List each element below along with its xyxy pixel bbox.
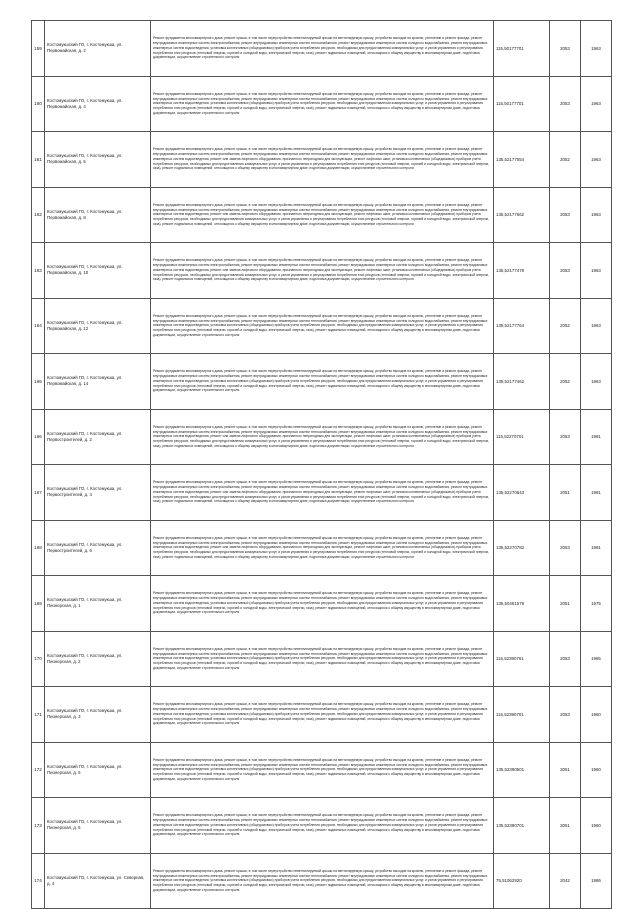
row-number: 168: [32, 520, 45, 576]
works-cell: Ремонт фундамента многоквартирного дома, ремонт крыши, в том числе переустройство невентилируемой крыши на вентилируемую крышу, устройство выходов на кровлю, утепление и ремонт фасада, ремонт внутридомовых инженерных систем электроснабжения, ремонт внутридомовых инженерных систем теплоснабжения, ремонт внутридомовых инженерных систем холодного водоснабжения, ремонт внутридомовых инженерных систем водоотведения, установка коллективных (общедомовых) приборов учета потребления ресурсов, необходимых для предоставления коммунальных услуг, и узлов управления и регулирования потребления этих ресурсов (тепловой энергии, горячей и холодной воды, электрической энергии, газа), ремонт подвальных помещений, относящихся к общему имуществу в многоквартирном доме, подготовка документации, осуществление строительного контроля: [151, 742, 494, 798]
repair-year-cell: 2051: [550, 465, 581, 521]
repair-year-cell: 2051: [550, 576, 581, 632]
address-cell: Костомукшский ГО, г. Костомукша, ул. Первостроителей, д. 2: [45, 409, 151, 465]
row-number: 165: [32, 354, 45, 410]
table-body: [32, 21, 612, 909]
address-cell: Костомукшский ГО, г. Костомукша, ул. Первомайская, д. 12: [45, 298, 151, 354]
cost-cell: 135,52390701: [494, 798, 550, 854]
works-cell: Ремонт фундамента многоквартирного дома, ремонт крыши, в том числе переустройство невентилируемой крыши на вентилируемую крышу, устройство выходов на кровлю, утепление и ремонт фасада, ремонт внутридомовых инженерных систем электроснабжения, ремонт внутридомовых инженерных систем теплоснабжения, ремонт внутридомовых инженерных систем холодного водоснабжения, ремонт внутридомовых инженерных систем водоотведения, установка коллективных (общедомовых) приборов учета потребления ресурсов, необходимых для предоставления коммунальных услуг, и узлов управления и регулирования потребления этих ресурсов (тепловой энергии, горячей и холодной воды, электрической энергии, газа), ремонт подвальных помещений, относящихся к общему имуществу в многоквартирном доме, подготовка документации, осуществление строительного контроля: [151, 853, 494, 909]
table-row: [32, 576, 612, 632]
row-number: 163: [32, 243, 45, 299]
repair-year-cell: 2053: [550, 687, 581, 743]
address-cell: Костомукшский ГО, г. Костомукша, ул. Первомайская, д. 4: [45, 76, 151, 132]
address-cell: Костомукшский ГО, г. Костомукша, ул. Первостроителей, д. 4: [45, 465, 151, 521]
table-row: [32, 520, 612, 576]
address-cell: Костомукшский ГО, г. Костомукша, ул. Пионерская, д. 5: [45, 742, 151, 798]
cost-cell: 135,52177462: [494, 354, 550, 410]
row-number: 173: [32, 798, 45, 854]
build-year-cell: 1965: [581, 631, 612, 687]
address-cell: Костомукшский ГО, г. Костомукша, ул. Пионерская, д. 6: [45, 798, 151, 854]
cost-cell: 115,50177701: [494, 76, 550, 132]
build-year-cell: 1986: [581, 853, 612, 909]
row-number: 166: [32, 409, 45, 465]
table-row: [32, 187, 612, 243]
build-year-cell: 1981: [581, 465, 612, 521]
repair-year-cell: 2053: [550, 187, 581, 243]
build-year-cell: 1963: [581, 243, 612, 299]
works-cell: Ремонт фундамента многоквартирного дома, ремонт крыши, в том числе переустройство невентилируемой крыши на вентилируемую крышу, устройство выходов на кровлю, утепление и ремонт фасада, ремонт внутридомовых инженерных систем электроснабжения, ремонт внутридомовых инженерных систем теплоснабжения, ремонт внутридомовых инженерных систем холодного водоснабжения, ремонт внутридомовых инженерных систем водоотведения, установка коллективных (общедомовых) приборов учета потребления ресурсов, необходимых для предоставления коммунальных услуг, и узлов управления и регулирования потребления этих ресурсов (тепловой энергии, горячей и холодной воды, электрической энергии, газа), ремонт подвальных помещений, относящихся к общему имуществу в многоквартирном доме, подготовка документации, осуществление строительного контроля: [151, 21, 494, 77]
cost-cell: 115,50177701: [494, 21, 550, 77]
build-year-cell: 1963: [581, 187, 612, 243]
row-number: 160: [32, 76, 45, 132]
works-cell: Ремонт фундамента многоквартирного дома, ремонт крыши, в том числе переустройство невентилируемой крыши на вентилируемую крышу, устройство выходов на кровлю, утепление и ремонт фасада, ремонт внутридомовых инженерных систем электроснабжения, ремонт внутридомовых инженерных систем теплоснабжения, ремонт внутридомовых инженерных систем холодного водоснабжения, ремонт внутридомовых инженерных систем водоотведения, ремонт или замена лифтового оборудования, признанного непригодным для эксплуатации, ремонт лифтовых шахт, установка коллективных (общедомовых) приборов учета потребления ресурсов, необходимых для предоставления коммунальных услуг, и узлов управления и регулирования потребления этих ресурсов (тепловой энергии, горячей и холодной воды, электрической энергии, газа), ремонт подвальных помещений, относящихся к общему имуществу в многоквартирном доме, подготовка документации, осуществление строительного контроля: [151, 465, 494, 521]
cost-cell: 135,52270782: [494, 520, 550, 576]
row-number: 162: [32, 187, 45, 243]
cost-cell: 115,52390701: [494, 687, 550, 743]
address-cell: Костомукшский ГО, г. Костомукша, ул. Первомайская, д. 5: [45, 132, 151, 188]
build-year-cell: 1981: [581, 409, 612, 465]
works-cell: Ремонт фундамента многоквартирного дома, ремонт крыши, в том числе переустройство невентилируемой крыши на вентилируемую крышу, устройство выходов на кровлю, утепление и ремонт фасада, ремонт внутридомовых инженерных систем электроснабжения, ремонт внутридомовых инженерных систем теплоснабжения, ремонт внутридомовых инженерных систем холодного водоснабжения, ремонт внутридомовых инженерных систем водоотведения, установка коллективных (общедомовых) приборов учета потребления ресурсов, необходимых для предоставления коммунальных услуг, и узлов управления и регулирования потребления этих ресурсов (тепловой энергии, горячей и холодной воды, электрической энергии, газа), ремонт подвальных помещений, относящихся к общему имуществу в многоквартирном доме, подготовка документации, осуществление строительного контроля: [151, 798, 494, 854]
cost-cell: 115,52390761: [494, 631, 550, 687]
repair-year-cell: 2053: [550, 409, 581, 465]
works-cell: Ремонт фундамента многоквартирного дома, ремонт крыши, в том числе переустройство невентилируемой крыши на вентилируемую крышу, устройство выходов на кровлю, утепление и ремонт фасада, ремонт внутридомовых инженерных систем электроснабжения, ремонт внутридомовых инженерных систем теплоснабжения, ремонт внутридомовых инженерных систем холодного водоснабжения, ремонт внутридомовых инженерных систем водоотведения, установка коллективных (общедомовых) приборов учета потребления ресурсов, необходимых для предоставления коммунальных услуг, и узлов управления и регулирования потребления этих ресурсов (тепловой энергии, горячей и холодной воды, электрической энергии, газа), ремонт подвальных помещений, относящихся к общему имуществу в многоквартирном доме, подготовка документации, осуществление строительного контроля: [151, 76, 494, 132]
table-row: [32, 76, 612, 132]
works-cell: Ремонт фундамента многоквартирного дома, ремонт крыши, в том числе переустройство невентилируемой крыши на вентилируемую крышу, устройство выходов на кровлю, утепление и ремонт фасада, ремонт внутридомовых инженерных систем электроснабжения, ремонт внутридомовых инженерных систем теплоснабжения, ремонт внутридомовых инженерных систем холодного водоснабжения, ремонт внутридомовых инженерных систем водоотведения, установка коллективных (общедомовых) приборов учета потребления ресурсов, необходимых для предоставления коммунальных услуг, и узлов управления и регулирования потребления этих ресурсов (тепловой энергии, горячей и холодной воды, электрической энергии, газа), ремонт подвальных помещений, относящихся к общему имуществу в многоквартирном доме, подготовка документации, осуществление строительного контроля: [151, 631, 494, 687]
works-cell: Ремонт фундамента многоквартирного дома, ремонт крыши, в том числе переустройство невентилируемой крыши на вентилируемую крышу, устройство выходов на кровлю, утепление и ремонт фасада, ремонт внутридомовых инженерных систем электроснабжения, ремонт внутридомовых инженерных систем теплоснабжения, ремонт внутридомовых инженерных систем холодного водоснабжения, ремонт внутридомовых инженерных систем водоотведения, установка коллективных (общедомовых) приборов учета потребления ресурсов, необходимых для предоставления коммунальных услуг, и узлов управления и регулирования потребления этих ресурсов (тепловой энергии, горячей и холодной воды, электрической энергии, газа), ремонт подвальных помещений, относящихся к общему имуществу в многоквартирном доме, подготовка документации, осуществление строительного контроля: [151, 354, 494, 410]
build-year-cell: 1960: [581, 742, 612, 798]
address-cell: Костомукшский ГО, г. Костомукша, ул. Первомайская, д. 8: [45, 187, 151, 243]
cost-cell: 135,52177662: [494, 187, 550, 243]
build-year-cell: 1960: [581, 687, 612, 743]
repair-year-cell: 2052: [550, 298, 581, 354]
table-row: [32, 132, 612, 188]
table-row: [32, 409, 612, 465]
cost-cell: 135,52270643: [494, 465, 550, 521]
cost-cell: 135,52177478: [494, 243, 550, 299]
address-cell: Костомукшский ГО, г. Костомукша, ул. Первостроителей, д. 6: [45, 520, 151, 576]
build-year-cell: 1975: [581, 576, 612, 632]
table-row: [32, 742, 612, 798]
row-number: 164: [32, 298, 45, 354]
build-year-cell: 1963: [581, 21, 612, 77]
build-year-cell: 1963: [581, 298, 612, 354]
repair-year-cell: 2053: [550, 21, 581, 77]
address-cell: Костомукшский ГО, г. Костомукша, ул. Пионерская, д. 3: [45, 687, 151, 743]
build-year-cell: 1960: [581, 798, 612, 854]
address-cell: Костомукшский ГО, г. Костомукша, ул. Пионерская, д. 2: [45, 631, 151, 687]
address-cell: Костомукшский ГО, г. Костомукша, ул. Северная, д. 4: [45, 853, 151, 909]
row-number: 174: [32, 853, 45, 909]
cost-cell: 115,52270701: [494, 409, 550, 465]
works-cell: Ремонт фундамента многоквартирного дома, ремонт крыши, в том числе переустройство невентилируемой крыши на вентилируемую крышу, устройство выходов на кровлю, утепление и ремонт фасада, ремонт внутридомовых инженерных систем электроснабжения, ремонт внутридомовых инженерных систем теплоснабжения, ремонт внутридомовых инженерных систем холодного водоснабжения, ремонт внутридомовых инженерных систем водоотведения, ремонт или замена лифтового оборудования, признанного непригодным для эксплуатации, ремонт лифтовых шахт, установка коллективных (общедомовых) приборов учета потребления ресурсов, необходимых для предоставления коммунальных услуг, и узлов управления и регулирования потребления этих ресурсов (тепловой энергии, горячей и холодной воды, электрической энергии, газа), ремонт подвальных помещений, относящихся к общему имуществу в многоквартирном доме, подготовка документации, осуществление строительного контроля: [151, 187, 494, 243]
build-year-cell: 1963: [581, 76, 612, 132]
build-year-cell: 1963: [581, 354, 612, 410]
build-year-cell: 1963: [581, 132, 612, 188]
repair-year-cell: 2042: [550, 853, 581, 909]
table-row: [32, 687, 612, 743]
table-row: [32, 853, 612, 909]
works-cell: Ремонт фундамента многоквартирного дома, ремонт крыши, в том числе переустройство невентилируемой крыши на вентилируемую крышу, устройство выходов на кровлю, утепление и ремонт фасада, ремонт внутридомовых инженерных систем электроснабжения, ремонт внутридомовых инженерных систем теплоснабжения, ремонт внутридомовых инженерных систем холодного водоснабжения, ремонт внутридомовых инженерных систем водоотведения, ремонт или замена лифтового оборудования, признанного непригодным для эксплуатации, ремонт лифтовых шахт, установка коллективных (общедомовых) приборов учета потребления ресурсов, необходимых для предоставления коммунальных услуг, и узлов управления и регулирования потребления этих ресурсов (тепловой энергии, горячей и холодной воды, электрической энергии, газа), ремонт подвальных помещений, относящихся к общему имуществу в многоквартирном доме, подготовка документации, осуществление строительного контроля: [151, 520, 494, 576]
table-row: [32, 21, 612, 77]
works-cell: Ремонт фундамента многоквартирного дома, ремонт крыши, в том числе переустройство невентилируемой крыши на вентилируемую крышу, устройство выходов на кровлю, утепление и ремонт фасада, ремонт внутридомовых инженерных систем электроснабжения, ремонт внутридомовых инженерных систем теплоснабжения, ремонт внутридомовых инженерных систем холодного водоснабжения, ремонт внутридомовых инженерных систем водоотведения, ремонт или замена лифтового оборудования, признанного непригодным для эксплуатации, ремонт лифтовых шахт, установка коллективных (общедомовых) приборов учета потребления ресурсов, необходимых для предоставления коммунальных услуг, и узлов управления и регулирования потребления этих ресурсов (тепловой энергии, горячей и холодной воды, электрической энергии, газа), ремонт подвальных помещений, относящихся к общему имуществу в многоквартирном доме, подготовка документации, осуществление строительного контроля: [151, 132, 494, 188]
repair-year-cell: 2051: [550, 798, 581, 854]
row-number: 159: [32, 21, 45, 77]
repair-program-table: [31, 20, 612, 909]
row-number: 161: [32, 132, 45, 188]
build-year-cell: 1981: [581, 520, 612, 576]
works-cell: Ремонт фундамента многоквартирного дома, ремонт крыши, в том числе переустройство невентилируемой крыши на вентилируемую крышу, устройство выходов на кровлю, утепление и ремонт фасада, ремонт внутридомовых инженерных систем электроснабжения, ремонт внутридомовых инженерных систем теплоснабжения, ремонт внутридомовых инженерных систем холодного водоснабжения, ремонт внутридомовых инженерных систем водоотведения, ремонт или замена лифтового оборудования, признанного непригодным для эксплуатации, ремонт лифтовых шахт, установка коллективных (общедомовых) приборов учета потребления ресурсов, необходимых для предоставления коммунальных услуг, и узлов управления и регулирования потребления этих ресурсов (тепловой энергии, горячей и холодной воды, электрической энергии, газа), ремонт подвальных помещений, относящихся к общему имуществу в многоквартирном доме, подготовка документации, осуществление строительного контроля: [151, 243, 494, 299]
table-row: [32, 798, 612, 854]
cost-cell: 135,52177764: [494, 298, 550, 354]
table-row: [32, 354, 612, 410]
cost-cell: 135,52177554: [494, 132, 550, 188]
works-cell: Ремонт фундамента многоквартирного дома, ремонт крыши, в том числе переустройство невентилируемой крыши на вентилируемую крышу, устройство выходов на кровлю, утепление и ремонт фасада, ремонт внутридомовых инженерных систем электроснабжения, ремонт внутридомовых инженерных систем теплоснабжения, ремонт внутридомовых инженерных систем холодного водоснабжения, ремонт внутридомовых инженерных систем водоотведения, установка коллективных (общедомовых) приборов учета потребления ресурсов, необходимых для предоставления коммунальных услуг, и узлов управления и регулирования потребления этих ресурсов (тепловой энергии, горячей и холодной воды, электрической энергии, газа), ремонт подвальных помещений, относящихся к общему имуществу в многоквартирном доме, подготовка документации, осуществление строительного контроля: [151, 687, 494, 743]
row-number: 172: [32, 742, 45, 798]
repair-year-cell: 2053: [550, 76, 581, 132]
repair-year-cell: 2052: [550, 132, 581, 188]
row-number: 169: [32, 576, 45, 632]
table-row: [32, 243, 612, 299]
cost-cell: 75,51062920: [494, 853, 550, 909]
cost-cell: 135,50461578: [494, 576, 550, 632]
cost-cell: 135,52390501: [494, 742, 550, 798]
repair-year-cell: 2053: [550, 631, 581, 687]
address-cell: Костомукшский ГО, г. Костомукша, ул. Первомайская, д. 10: [45, 243, 151, 299]
table-row: [32, 631, 612, 687]
repair-year-cell: 2053: [550, 243, 581, 299]
repair-year-cell: 2053: [550, 520, 581, 576]
address-cell: Костомукшский ГО, г. Костомукша, ул. Пионерская, д. 1: [45, 576, 151, 632]
row-number: 167: [32, 465, 45, 521]
row-number: 171: [32, 687, 45, 743]
works-cell: Ремонт фундамента многоквартирного дома, ремонт крыши, в том числе переустройство невентилируемой крыши на вентилируемую крышу, устройство выходов на кровлю, утепление и ремонт фасада, ремонт внутридомовых инженерных систем электроснабжения, ремонт внутридомовых инженерных систем теплоснабжения, ремонт внутридомовых инженерных систем холодного водоснабжения, ремонт внутридомовых инженерных систем водоотведения, установка коллективных (общедомовых) приборов учета потребления ресурсов, необходимых для предоставления коммунальных услуг, и узлов управления и регулирования потребления этих ресурсов (тепловой энергии, горячей и холодной воды, электрической энергии, газа), ремонт подвальных помещений, относящихся к общему имуществу в многоквартирном доме, подготовка документации, осуществление строительного контроля: [151, 298, 494, 354]
table-row: [32, 465, 612, 521]
table-row: [32, 298, 612, 354]
works-cell: Ремонт фундамента многоквартирного дома, ремонт крыши, в том числе переустройство невентилируемой крыши на вентилируемую крышу, устройство выходов на кровлю, утепление и ремонт фасада, ремонт внутридомовых инженерных систем электроснабжения, ремонт внутридомовых инженерных систем теплоснабжения, ремонт внутридомовых инженерных систем холодного водоснабжения, ремонт внутридомовых инженерных систем водоотведения, ремонт или замена лифтового оборудования, признанного непригодным для эксплуатации, ремонт лифтовых шахт, установка коллективных (общедомовых) приборов учета потребления ресурсов, необходимых для предоставления коммунальных услуг, и узлов управления и регулирования потребления этих ресурсов (тепловой энергии, горячей и холодной воды, электрической энергии, газа), ремонт подвальных помещений, относящихся к общему имуществу в многоквартирном доме, подготовка документации, осуществление строительного контроля: [151, 409, 494, 465]
row-number: 170: [32, 631, 45, 687]
repair-year-cell: 2052: [550, 354, 581, 410]
address-cell: Костомукшский ГО, г. Костомукша, ул. Первомайская, д. 14: [45, 354, 151, 410]
address-cell: Костомукшский ГО, г. Костомукша, ул. Первомайская, д. 2: [45, 21, 151, 77]
repair-year-cell: 2051: [550, 742, 581, 798]
works-cell: Ремонт фундамента многоквартирного дома, ремонт крыши, в том числе переустройство невентилируемой крыши на вентилируемую крышу, устройство выходов на кровлю, утепление и ремонт фасада, ремонт внутридомовых инженерных систем электроснабжения, ремонт внутридомовых инженерных систем теплоснабжения, ремонт внутридомовых инженерных систем холодного водоснабжения, ремонт внутридомовых инженерных систем водоотведения, установка коллективных (общедомовых) приборов учета потребления ресурсов, необходимых для предоставления коммунальных услуг, и узлов управления и регулирования потребления этих ресурсов (тепловой энергии, горячей и холодной воды, электрической энергии, газа), ремонт подвальных помещений, относящихся к общему имуществу в многоквартирном доме, подготовка документации, осуществление строительного контроля: [151, 576, 494, 632]
